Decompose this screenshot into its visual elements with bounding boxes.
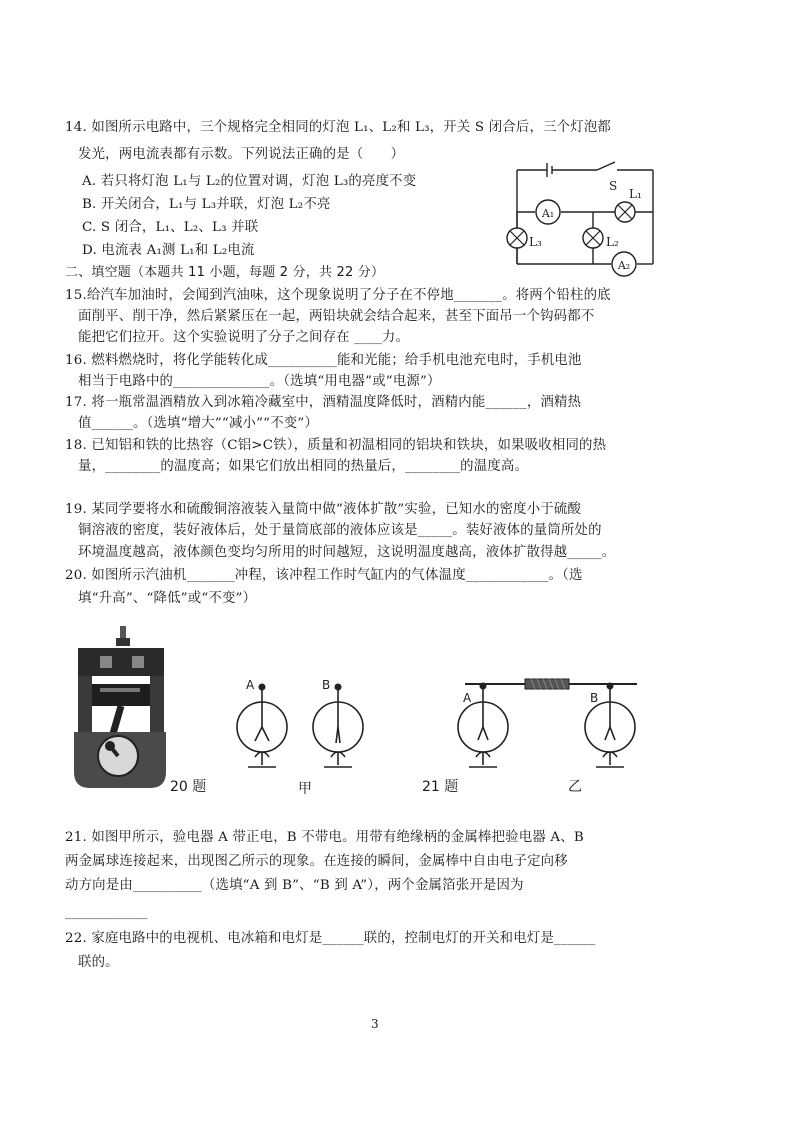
q14-option-c: C. S 闭合，L₁、L₂、L₃ 并联 bbox=[82, 220, 259, 235]
circuit-diagram bbox=[505, 160, 665, 278]
engine-figure bbox=[70, 622, 170, 792]
q22-line1: 22. 家庭电路中的电视机、电冰箱和电灯是______联的，控制电灯的开关和电灯是______ bbox=[65, 931, 596, 946]
q21-line3: 动方向是由__________（选填“A 到 B”、“B 到 A”），两个金属箔张开是因为 bbox=[65, 878, 524, 893]
electroscopes-yi-figure bbox=[455, 672, 645, 775]
figure-label-b-jia: B bbox=[322, 678, 331, 692]
figure-jia-caption: 甲 bbox=[298, 781, 312, 797]
page-number: 3 bbox=[371, 1017, 379, 1031]
q19-line3: 环境温度越高，液体颜色变均匀所用的时间越短，这说明温度越高，液体扩散得越_____。 bbox=[78, 545, 616, 560]
q18-line2: 量，________的温度高；如果它们放出相同的热量后，________的温度高。 bbox=[78, 459, 529, 474]
circuit-label-l3: L₃ bbox=[529, 235, 542, 249]
q16-line2: 相当于电路中的______________。（选填“用电器”或“电源”） bbox=[78, 374, 441, 389]
q22-line2: 联的。 bbox=[78, 955, 119, 970]
q15-line1: 15.给汽车加油时，会闻到汽油味，这个现象说明了分子在不停地_______。将两个铅柱的底 bbox=[65, 288, 611, 303]
q21-line4: ____________ bbox=[65, 905, 148, 920]
q21-line2: 两金属球连接起来，出现图乙所示的现象。在连接的瞬间，金属棒中自由电子定向移 bbox=[65, 854, 568, 869]
q21-line1: 21. 如图甲所示，验电器 A 带正电，B 不带电。用带有绝缘柄的金属棒把验电器 A、B bbox=[65, 830, 584, 845]
circuit-label-a1: A₁ bbox=[541, 207, 555, 220]
figure-label-b-yi: B bbox=[590, 691, 599, 705]
bulb-l3-icon bbox=[507, 228, 527, 248]
section-heading: 二、填空题（本题共 11 小题，每题 2 分，共 22 分） bbox=[65, 265, 385, 280]
bulb-l1-icon bbox=[615, 202, 635, 222]
q14-stem-line2: 发光，两电流表都有示数。下列说法正确的是（ ） bbox=[78, 147, 405, 162]
figure-yi-caption: 乙 bbox=[568, 779, 582, 795]
q14-option-b: B. 开关闭合，L₁与 L₃并联，灯泡 L₂不亮 bbox=[82, 197, 331, 212]
figure-label-a-jia: A bbox=[246, 678, 255, 692]
q20-line1: 20. 如图所示汽油机_______冲程，该冲程工作时气缸内的气体温度____________。（选 bbox=[65, 568, 583, 583]
circuit-label-s: S bbox=[609, 179, 618, 193]
circuit-label-l2: L₂ bbox=[606, 235, 619, 249]
q14-stem-line1: 14. 如图所示电路中，三个规格完全相同的灯泡 L₁、L₂和 L₃，开关 S 闭合后，三个灯泡都 bbox=[65, 120, 612, 135]
q19-line1: 19. 某同学要将水和硫酸铜溶液装入量筒中做“液体扩散”实验，已知水的密度小于硫酸 bbox=[65, 502, 582, 517]
q14-option-a: A. 若只将灯泡 L₁与 L₂的位置对调，灯泡 L₃的亮度不变 bbox=[82, 174, 417, 189]
q17-line1: 17. 将一瓶常温酒精放入到冰箱冷藏室中，酒精温度降低时，酒精内能______，酒精热 bbox=[65, 395, 582, 410]
q18-line1: 18. 已知铝和铁的比热容（C铝>C铁），质量和初温相同的铝块和铁块，如果吸收相同的热 bbox=[65, 438, 607, 453]
figure-21-caption: 21 题 bbox=[422, 779, 459, 795]
switch-blade bbox=[597, 162, 615, 170]
figure-20-caption: 20 题 bbox=[170, 779, 207, 795]
q19-line2: 铜溶液的密度，装好液体后，处于量筒底部的液体应该是_____。装好液体的量筒所处的 bbox=[78, 523, 602, 538]
q20-line2: 填“升高”、“降低”或“不变”） bbox=[78, 591, 257, 606]
q15-line3: 能把它们拉开。这个实验说明了分子之间存在 ____力。 bbox=[78, 330, 410, 345]
circuit-label-l1: L₁ bbox=[629, 187, 642, 201]
electroscopes-jia-figure bbox=[230, 675, 370, 775]
q16-line1: 16. 燃料燃烧时，将化学能转化成__________能和光能；给手机电池充电时，手机电池 bbox=[65, 353, 582, 368]
circuit-label-a2: A₂ bbox=[617, 259, 631, 272]
q17-line2: 值______。（选填“增大”“减小”“不变”） bbox=[78, 416, 319, 431]
q14-option-d: D. 电流表 A₁测 L₁和 L₂电流 bbox=[82, 243, 255, 258]
q15-line2: 面削平、削干净，然后紧紧压在一起，两铅块就会结合起来，甚至下面吊一个钩码都不 bbox=[78, 309, 595, 324]
figure-label-a-yi: A bbox=[463, 691, 472, 705]
bulb-l2-icon bbox=[583, 228, 603, 248]
